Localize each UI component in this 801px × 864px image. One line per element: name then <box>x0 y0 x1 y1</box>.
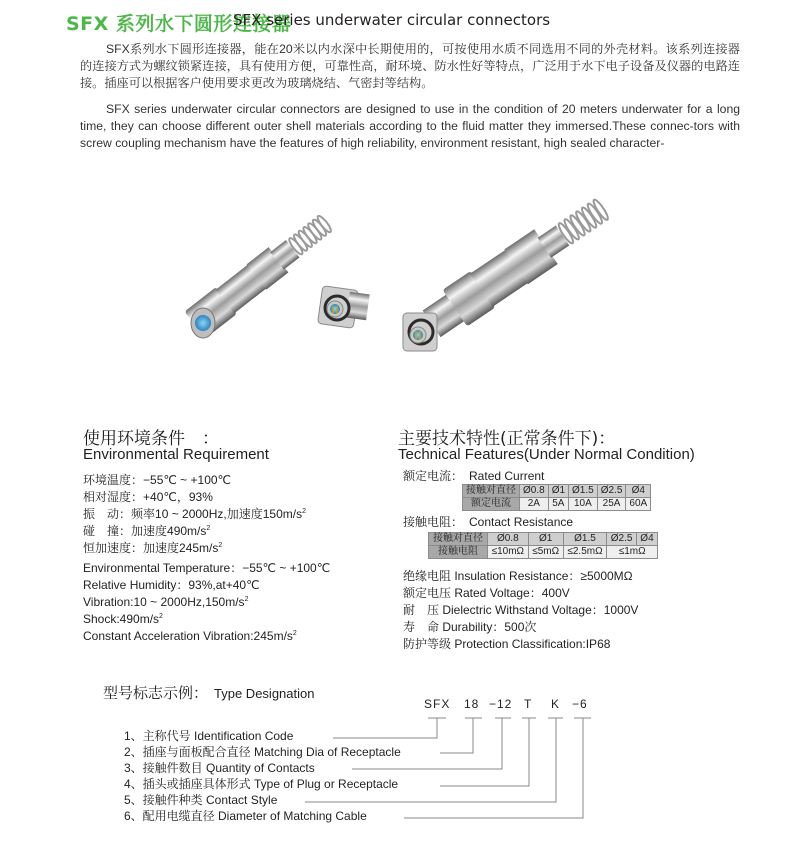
item-label: 相对湿度： <box>83 490 144 504</box>
table-cell: 10A <box>569 498 598 511</box>
legend-item: 2、插座与面板配合直径 Matching Dia of Receptacle <box>124 745 401 759</box>
table-cell: 25A <box>597 498 626 511</box>
leader-line-6 <box>404 718 591 818</box>
page-title-cn: SFX 系列水下圆形连接器 <box>66 13 292 35</box>
superscript: 2 <box>302 508 306 515</box>
code-part: −12 <box>489 697 513 711</box>
technical-heading-en: Technical Features(Under Normal Condition) <box>398 446 695 463</box>
rated-current-label-cn: 额定电流： <box>403 469 464 483</box>
leader-line-4 <box>440 718 536 786</box>
code-part: SFX <box>424 697 451 711</box>
item-value: +40℃，93% <box>143 490 213 504</box>
item-value: −55℃ ~ +100℃ <box>143 473 232 487</box>
rated-current-label-en: Rated Current <box>469 469 545 483</box>
legend-item: 3、接触件数目 Quantity of Contacts <box>124 761 315 775</box>
superscript: 2 <box>292 630 297 637</box>
type-designation-heading-cn: 型号标志示例： <box>103 684 209 702</box>
table-cell: Ø0.8 <box>487 533 528 546</box>
superscript: 2 <box>206 525 211 532</box>
item-label: 振 动： <box>83 507 132 521</box>
item-value: 加速度490m/s <box>131 524 207 538</box>
item-text: Vibration:10 ~ 2000Hz,150m/s <box>83 595 245 609</box>
table-cell: Ø2.5 <box>607 533 637 546</box>
table-cell: Ø2.5 <box>597 485 626 498</box>
environment-heading-cn: 使用环境条件 ： <box>83 429 219 449</box>
code-part: 18 <box>464 697 480 711</box>
item-text: Shock:490m/s <box>83 612 160 626</box>
spec-item: 绝缘电阻 Insulation Resistance：≥5000MΩ <box>403 569 633 583</box>
table-cell: Ø1 <box>548 485 568 498</box>
spec-item: 耐 压 Dielectric Withstand Voltage：1000V <box>403 603 639 617</box>
table-cell: ≤10mΩ <box>487 546 528 559</box>
code-part: K <box>551 697 561 711</box>
table-cell: ≤2.5mΩ <box>563 546 607 559</box>
table-cell: ≤1mΩ <box>607 546 658 559</box>
table-cell: Ø1.5 <box>569 485 598 498</box>
table-cell: 5A <box>548 498 568 511</box>
superscript: 2 <box>218 542 223 549</box>
leader-line-2 <box>440 718 482 753</box>
table-header-cell: 接触对直径 <box>463 485 520 498</box>
table-cell: 60A <box>626 498 651 511</box>
legend-item: 6、配用电缆直径 Diameter of Matching Cable <box>124 809 367 823</box>
item-text: Environmental Temperature：−55℃ ~ +100℃ <box>83 561 331 575</box>
code-part: T <box>524 697 533 711</box>
table-cell: Ø1 <box>528 533 563 546</box>
table-header-cell: 接触电阻 <box>429 546 488 559</box>
leader-line-1 <box>333 718 446 738</box>
contact-resistance-label-cn: 接触电阻： <box>403 515 464 529</box>
type-designation-heading-en: Type Designation <box>214 686 315 701</box>
item-label: 恒加速度： <box>83 541 144 555</box>
spec-item: 防护等级 Protection Classification:IP68 <box>403 637 611 651</box>
technical-heading-cn: 主要技术特性(正常条件下)： <box>398 429 616 449</box>
legend-item: 1、主称代号 Identification Code <box>124 729 294 743</box>
table-cell: Ø4 <box>626 485 651 498</box>
contact-resistance-label-en: Contact Resistance <box>469 515 574 529</box>
spec-item: 额定电压 Rated Voltage：400V <box>403 586 570 600</box>
table-cell: Ø4 <box>636 533 657 546</box>
table-header-cell: 额定电流 <box>463 498 520 511</box>
table-cell: Ø1.5 <box>563 533 607 546</box>
page-title-en: SFX series underwater circular connectors <box>233 11 551 29</box>
item-label: 环境温度： <box>83 473 144 487</box>
environment-heading-en: Environmental Requirement <box>83 446 269 463</box>
table-header-cell: 接触对直径 <box>429 533 488 546</box>
table-cell: 2A <box>520 498 549 511</box>
superscript: 2 <box>159 613 163 620</box>
table-cell: Ø0.8 <box>520 485 549 498</box>
intro-text-en: SFX series underwater circular connectors are designed to use in the condition of 20 meters underwater for a long time, they can choose different outer shell materials according to the fluid matter they immersed.These connec-tors with screw coupling mechanism have the features of high reliability, environment resistant, high sealed character- <box>80 102 740 150</box>
legend-item: 5、接触件种类 Contact Style <box>124 793 278 807</box>
legend-item: 4、插头或插座具体形式 Type of Plug or Receptacle <box>124 777 399 791</box>
item-label: 碰 撞： <box>83 524 132 538</box>
code-part: −6 <box>572 697 588 711</box>
item-value: 加速度245m/s <box>143 541 219 555</box>
table-cell: ≤5mΩ <box>528 546 563 559</box>
superscript: 2 <box>244 596 249 603</box>
item-value: 频率10 ~ 2000Hz,加速度150m/s <box>131 507 303 521</box>
item-text: Constant Acceleration Vibration:245m/s <box>83 629 293 643</box>
item-text: Relative Humidity：93%,at+40℃ <box>83 578 260 592</box>
spec-item: 寿 命 Durability：500次 <box>403 620 537 634</box>
intro-text-cn: SFX系列水下圆形连接器，能在20米以内水深中长期使用的，可按使用水质不同选用不同的外壳材料。该系列连接器的连接方式为螺纹锁紧连接，具有使用方便，可靠性高，耐环境、防水性好等特点，广泛用于水下电子设备及仪器的电路连接。插座可以根据客户使用要求更改为玻璃烧结、气密封等结构。 <box>80 42 740 90</box>
